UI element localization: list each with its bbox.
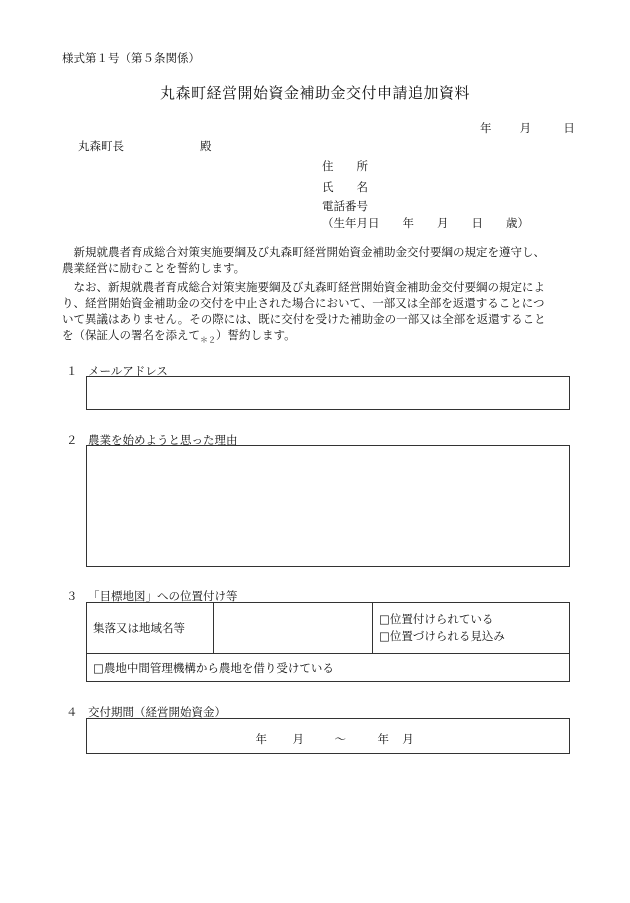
pledge-p1-line2: 農業経営に励むことを誓約します。	[62, 261, 246, 275]
pledge-p2-line4-end: ）誓約します。	[216, 328, 296, 342]
checkbox-expected[interactable]: □位置づけられる見込み	[379, 629, 505, 643]
date-day-label: 日	[563, 121, 575, 135]
section-3-number: ３	[66, 589, 78, 603]
section-2-label: 農業を始めようと思った理由	[88, 433, 238, 447]
applicant-phone-label: 電話番号	[322, 199, 368, 213]
target-map-table	[86, 602, 570, 682]
settlement-input-cell[interactable]	[214, 603, 373, 654]
period-tilde: ～	[334, 732, 346, 746]
date-month-label: 月	[519, 121, 532, 135]
applicant-name-label: 氏 名	[322, 180, 368, 194]
pledge-paragraph-1	[62, 244, 582, 276]
pledge-paragraph-2	[62, 279, 582, 348]
pledge-p2-line2: り、経営開始資金補助金の交付を中止された場合において、一部又は全部を返還することにつ	[62, 296, 545, 310]
date-year-label: 年	[480, 121, 492, 135]
pledge-p2-line3: いて異議はありません。その際には、既に交付を受けた補助金の一部又は全部を返還すること	[62, 312, 546, 326]
period-month-2: 月	[402, 732, 414, 746]
section-3-label: 「目標地図」への位置付け等	[88, 589, 238, 603]
checkbox-positioned[interactable]: □位置付けられている	[379, 612, 494, 626]
checkbox-leasing[interactable]: □農地中間管理機構から農地を借り受けている	[87, 654, 570, 682]
settlement-label-cell: 集落又は地域名等	[87, 603, 214, 654]
email-input[interactable]	[86, 376, 570, 410]
section-4-label: 交付期間（経営開始資金）	[88, 705, 226, 719]
period-month-1: 月	[292, 732, 304, 746]
applicant-birth-label: （生年月日 年 月 日 歳）	[322, 216, 529, 230]
addressee-honorific: 殿	[200, 139, 212, 153]
page-title: 丸森町経営開始資金補助金交付申請追加資料	[159, 84, 470, 102]
period-year-1: 年	[255, 732, 267, 746]
footnote-marker: ＊２	[200, 335, 216, 345]
period-year-2: 年	[377, 732, 389, 746]
section-2-number: ２	[66, 433, 78, 447]
pledge-p2-line1: なお、新規就農者育成総合対策実施要綱及び丸森町経営開始資金補助金交付要綱の規定によ	[62, 280, 545, 294]
date-line	[480, 120, 575, 136]
grant-period-box[interactable]	[86, 718, 570, 754]
addressee-mayor: 丸森町長	[78, 139, 124, 153]
section-4-number: ４	[66, 705, 78, 719]
pledge-p1-line1: 新規就農者育成総合対策実施要綱及び丸森町経営開始資金補助金交付要綱の規定を遵守し、	[62, 245, 545, 259]
form-number: 様式第１号（第５条関係）	[62, 51, 200, 65]
applicant-address-label: 住 所	[322, 159, 368, 173]
grant-period-text	[87, 731, 569, 747]
pledge-p2-line4	[62, 327, 582, 348]
section-1-number: １	[66, 364, 78, 378]
reason-textarea[interactable]	[86, 445, 570, 567]
pledge-p2-line4-start: を（保証人の署名を添えて	[62, 328, 200, 342]
positioning-options-cell	[373, 603, 570, 654]
section-1-label: メールアドレス	[88, 364, 168, 378]
